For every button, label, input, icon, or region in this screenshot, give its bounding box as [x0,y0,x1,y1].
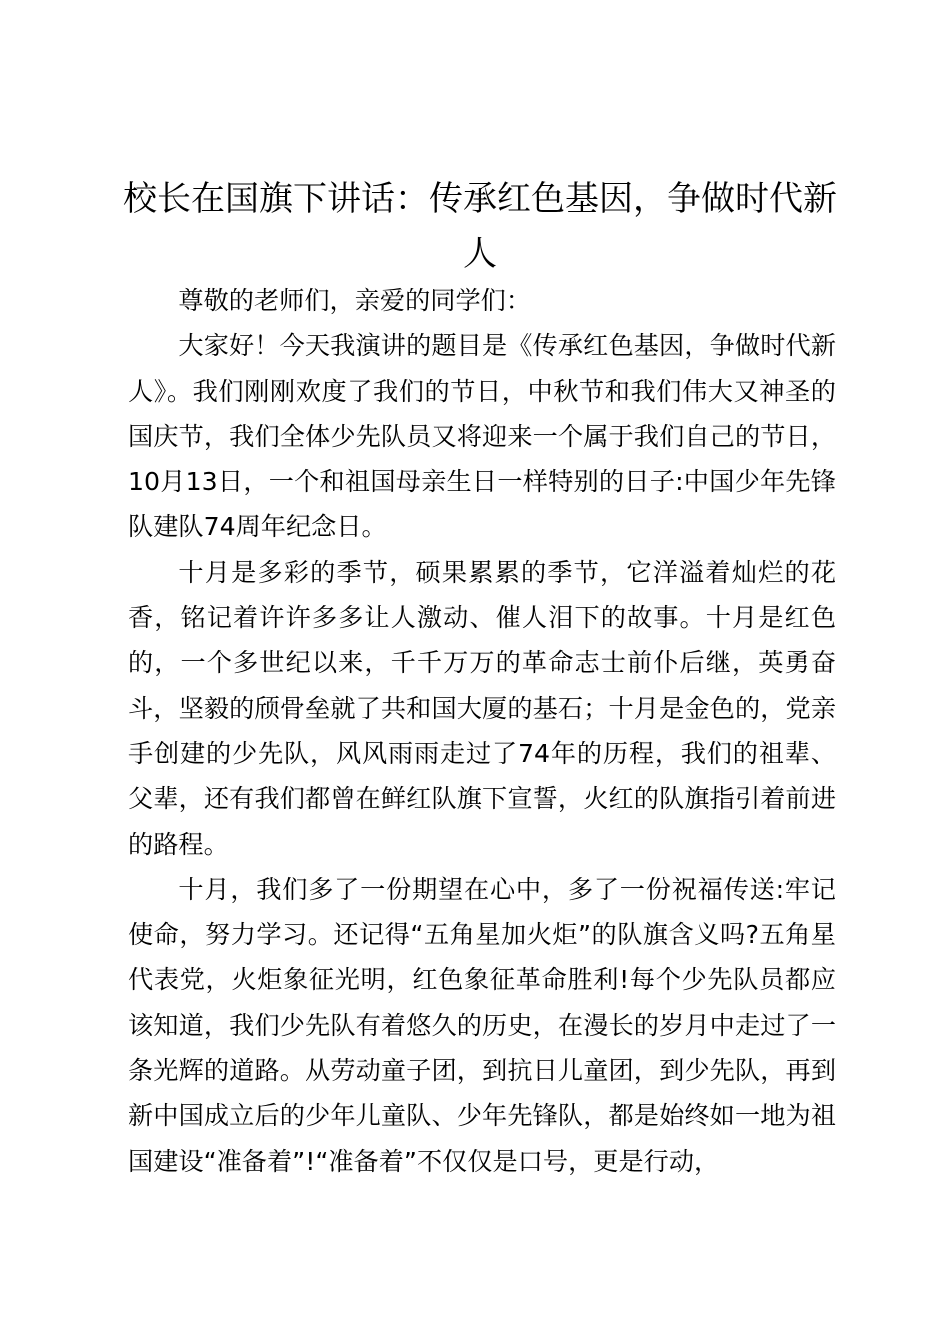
document-body [128,278,836,1184]
document-title: 校长在国旗下讲话：传承红色基因，争做时代新人 [123,179,837,274]
body-paragraph: 十月，我们多了一份期望在心中，多了一份祝福传送:牢记使命，努力学习。还记得“五角星加火炬”的队旗含义吗?五角星代表党，火炬象征光明，红色象征革命胜利!每个少先队员都应该知道，我们少先队有着悠久的历史，在漫长的岁月中走过了一条光辉的道路。从劳动童子团，到抗日儿童团，到少先队，再到新中国成立后的少年儿童队、少年先锋队，都是始终如一地为祖国建设“准备着”!“准备着”不仅仅是口号，更是行动， [128,874,836,1176]
salutation-paragraph: 尊敬的老师们，亲爱的同学们： [178,286,532,315]
body-paragraph: 大家好！今天我演讲的题目是《传承红色基因，争做时代新人》。我们刚刚欢度了我们的节日，中秋节和我们伟大又神圣的国庆节，我们全体少先队员又将迎来一个属于我们自己的节日，10月13日，一个和祖国母亲生日一样特别的日子:中国少年先锋队建队74周年纪念日。 [128,331,836,542]
body-paragraph: 十月是多彩的季节，硕果累累的季节，它洋溢着灿烂的花香，铭记着许许多多让人激动、催人泪下的故事。十月是红色的，一个多世纪以来，千千万万的革命志士前仆后继，英勇奋斗，坚毅的颀骨垒就了共和国大厦的基石；十月是金色的，党亲手创建的少先队，风风雨雨走过了74年的历程，我们的祖辈、父辈，还有我们都曾在鲜红队旗下宣誓，火红的队旗指引着前进的路程。 [128,557,836,859]
